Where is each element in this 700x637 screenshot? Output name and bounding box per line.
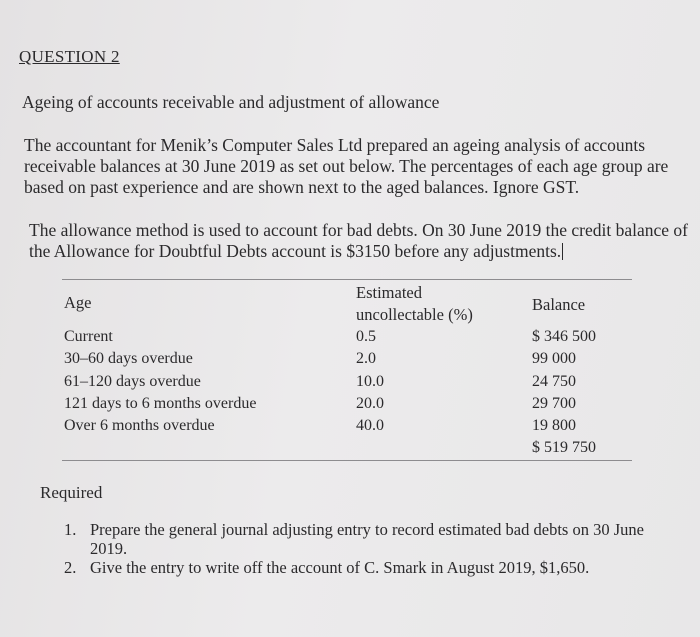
balance-total: $ 519 750 [532, 439, 596, 456]
row-balance: 19 800 [532, 417, 576, 434]
row-age: 30–60 days overdue [64, 350, 193, 367]
row-estimated: 20.0 [356, 395, 384, 412]
row-estimated: 40.0 [356, 417, 384, 434]
text-cursor [562, 243, 563, 260]
allowance-paragraph-text: The allowance method is used to account for bad debts. On 30 June 2019 the credit balance of the Allowance for Doubtful Debts account is $3150 before any adjustments. [29, 220, 688, 261]
intro-paragraph: The accountant for Menik’s Computer Sales Ltd prepared an ageing analysis of accounts receivable balances at 30 June 2019 as set out below. The percentages of each age group are based on past experience and are shown next to the aged balances. Ignore GST. [24, 135, 669, 197]
question-subtitle: Ageing of accounts receivable and adjustment of allowance [22, 92, 440, 112]
table-top-rule [62, 279, 632, 280]
list-item [64, 558, 684, 577]
table-bottom-rule [62, 460, 632, 461]
row-estimated: 0.5 [356, 328, 376, 345]
row-balance: 29 700 [532, 395, 576, 412]
header-balance: Balance [532, 295, 586, 314]
header-estimated-line2: uncollectable (%) [356, 305, 473, 324]
list-item [64, 520, 684, 558]
list-item-text: Prepare the general journal adjusting entry to record estimated bad debts on 30 June 2019. [90, 520, 644, 558]
list-item-text: Give the entry to write off the account of C. Smark in August 2019, $1,650. [90, 558, 590, 577]
required-list [64, 520, 684, 577]
row-age: 121 days to 6 months overdue [64, 395, 257, 412]
question-heading: QUESTION 2 [19, 47, 120, 66]
list-item-number: 2. [64, 558, 77, 577]
row-estimated: 10.0 [356, 373, 384, 390]
row-balance: 24 750 [532, 373, 576, 390]
header-estimated-line1: Estimated [356, 283, 422, 302]
header-age: Age [64, 293, 92, 312]
row-balance: 99 000 [532, 350, 576, 367]
list-item-number: 1. [64, 520, 77, 539]
row-age: Current [64, 328, 113, 345]
required-label: Required [40, 483, 103, 502]
row-balance: $ 346 500 [532, 328, 596, 345]
allowance-paragraph [29, 220, 694, 262]
row-age: 61–120 days overdue [64, 373, 201, 390]
row-estimated: 2.0 [356, 350, 376, 367]
row-age: Over 6 months overdue [64, 417, 215, 434]
